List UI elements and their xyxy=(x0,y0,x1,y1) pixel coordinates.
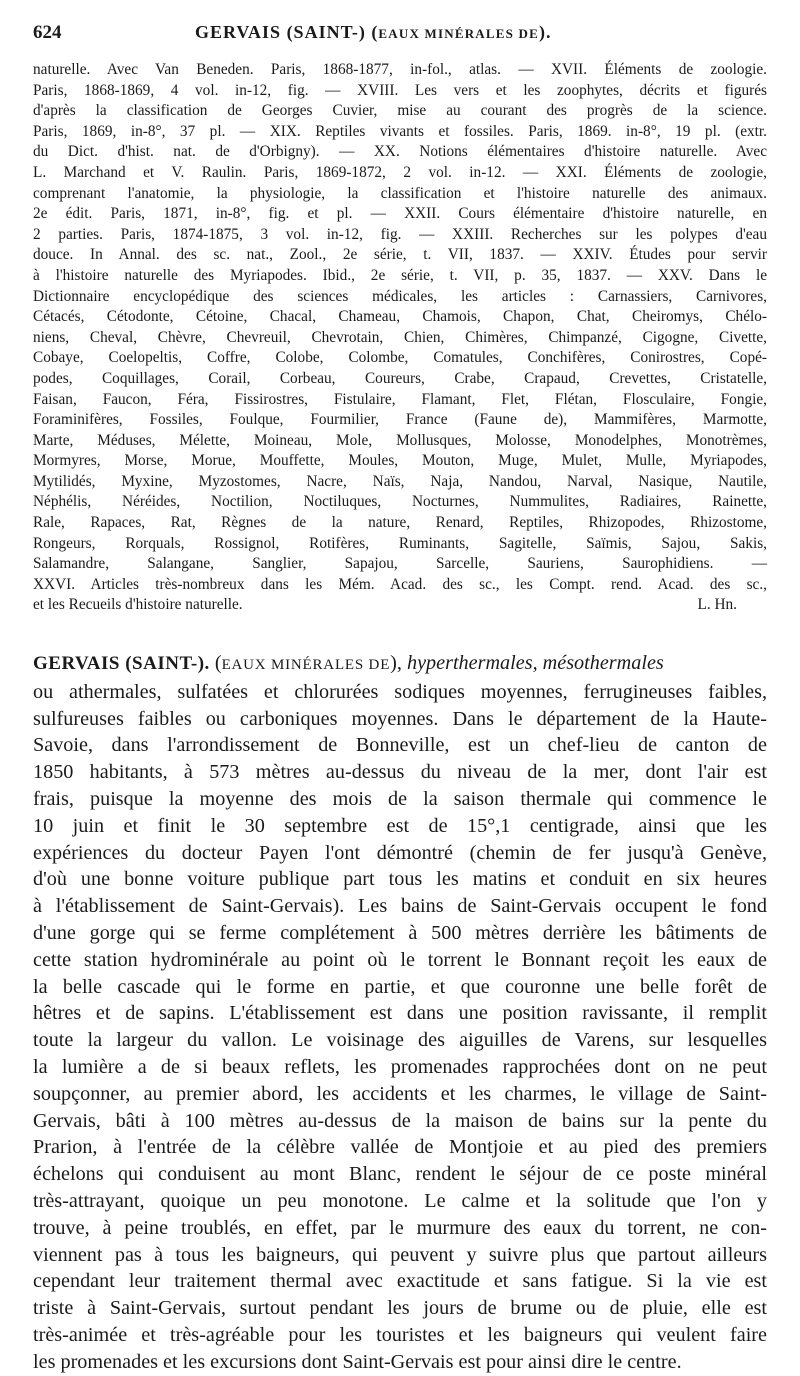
bibliography-line: du Dict. d'hist. nat. de d'Orbigny). — XX. Notions élémentaires d'histoire naturelle. Avec xyxy=(33,143,767,161)
article-line: très-animée et très-agréable pour les touristes et les baigneurs qui veulent faire xyxy=(33,1323,767,1346)
article-line: échelons qui conduisent au mont Blanc, rendent le séjour de ce poste minéral xyxy=(33,1163,767,1186)
article-line: cette station hydrominérale au point où le torrent le Bonnant reçoit les eaux de xyxy=(33,948,767,971)
article-line: hyperthermales, mésothermales xyxy=(406,652,664,675)
article-line: expériences du docteur Payen l'ont démontré (chemin de fer jusqu'à Genève, xyxy=(33,841,767,864)
article-line: très-attrayant, quoique un peu monotone. Le calme et la solitude que l'on y xyxy=(33,1189,767,1212)
article-line: Savoie, dans l'arrondissement de Bonneville, est un chef-lieu de canton de xyxy=(33,734,767,757)
bibliography-line: Dictionnaire encyclopédique des sciences médicales, les articles : Carnassiers, Carnivores, xyxy=(33,287,767,305)
entry-title: GERVAIS (SAINT-). xyxy=(33,653,210,675)
bibliography-line: Cobaye, Coelopeltis, Coffre, Colobe, Colombe, Comatules, Conchifères, Conirostres, Copé- xyxy=(33,349,767,367)
article-line: 10 juin et finit le 30 septembre est de 15°,1 centigrade, ainsi que les xyxy=(33,814,767,837)
bibliography-line: 2e édit. Paris, 1871, in-8°, fig. et pl. — XXII. Cours élémentaire d'histoire naturelle, en xyxy=(33,205,767,223)
bibliography-line: Marte, Méduses, Mélette, Moineau, Mole, Mollusques, Molosse, Monodelphes, Monotrèmes, xyxy=(33,431,767,449)
bibliography-line: Paris, 1868-1869, 4 vol. in-12, fig. — XVIII. Les vers et les zoophytes, décrits et figurés xyxy=(33,81,767,99)
article-line: hêtres et de sapins. L'établissement est dans une position ravissante, il remplit xyxy=(33,1002,767,1025)
bibliography-last-line xyxy=(33,595,767,616)
bibliography-line: Paris, 1869, in-8°, 37 pl. — XIX. Reptiles vivants et fossiles. Paris, 1869. in-8°, 19 pl. (extr. xyxy=(33,122,767,140)
bibliography-line: et les Recueils d'histoire naturelle. xyxy=(33,596,243,614)
bibliography-line: Rongeurs, Rorquals, Rossignol, Rotifères, Ruminants, Sagitelle, Saïmis, Sajou, Sakis, xyxy=(33,534,767,552)
running-head-smallcaps: EAUX MINÉRALES DE xyxy=(378,26,539,41)
bibliography-line: Néphélis, Néréides, Noctilion, Noctiluques, Nocturnes, Nummulites, Radiaires, Rainette, xyxy=(33,493,767,511)
bibliography-line: L. Marchand et V. Raulin. Paris, 1869-1872, 2 vol. in-12. — XXI. Éléments de zoologie, xyxy=(33,163,767,181)
article-line: la belle cascade qui le forme en partie, et que couronne une belle forêt de xyxy=(33,975,767,998)
bibliography-line: niens, Cheval, Chèvre, Chevreuil, Chevrotain, Chien, Chimères, Chimpanzé, Cigogne, Civette, xyxy=(33,328,767,346)
bibliography-line: Mytilidés, Myxine, Myzostomes, Nacre, Naïs, Naja, Nandou, Narval, Nasique, Nautile, xyxy=(33,472,767,490)
article-line: à l'établissement de Saint-Gervais). Les bains de Saint-Gervais occupent le fond xyxy=(33,895,767,918)
running-head xyxy=(195,22,551,43)
article-line: ou athermales, sulfatées et chlorurées sodiques moyennes, ferrugineuses faibles, xyxy=(33,680,767,703)
article-line: Gervais, bâti à 100 mètres au-dessus de la maison de bains sur la pente du xyxy=(33,1109,767,1132)
bibliography-line: XXVI. Articles très-nombreux dans les Mém. Acad. des sc., les Compt. rend. Acad. des sc., xyxy=(33,575,767,593)
article-line: les promenades et les excursions dont Saint-Gervais est pour ainsi dire le centre. xyxy=(33,1350,682,1373)
bibliography-line: Salamandre, Salangane, Sanglier, Sapajou, Sarcelle, Sauriens, Saurophidiens. — xyxy=(33,555,767,573)
bibliography-line: podes, Coquillages, Corail, Corbeau, Coureurs, Crabe, Crapaud, Crevettes, Cristatelle, xyxy=(33,369,767,387)
bibliography-line: Cétacés, Cétodonte, Cétoine, Chacal, Chameau, Chamois, Chapon, Chat, Cheiromys, Chélo- xyxy=(33,308,767,326)
bibliography-line: Rale, Rapaces, Rat, Règnes de la nature, Renard, Reptiles, Rhizopodes, Rhizostome, xyxy=(33,514,767,532)
article-line: cependant leur traitement thermal avec exactitude et sans fatigue. Si la vie est xyxy=(33,1270,767,1293)
bibliography-line: naturelle. Avec Van Beneden. Paris, 1868-1877, in-fol., atlas. — XVII. Éléments de zoologie. xyxy=(33,61,767,78)
running-head-end: ). xyxy=(538,22,552,42)
entry-smallcaps: EAUX MINÉRALES DE xyxy=(221,657,391,674)
author-signature: L. Hn. xyxy=(697,596,737,614)
bibliography-block xyxy=(33,60,767,616)
article-line: frais, puisque la moyenne des mois de la saison thermale qui commence le xyxy=(33,788,767,811)
article-line: viennent pas à tous les baigneurs, qui peuvent y suivre plus que partout ailleurs xyxy=(33,1243,767,1266)
running-head-main: GERVAIS (SAINT-) ( xyxy=(195,22,379,42)
article-line: la lumière a de si beaux reflets, les promenades rapprochées dont on ne peut xyxy=(33,1055,767,1078)
article-block xyxy=(33,650,767,1376)
article-line: d'où une bonne voiture publique part tous les matins et conduit en six heures xyxy=(33,868,767,891)
bibliography-line: Mormyres, Morse, Morue, Mouffette, Moules, Mouton, Muge, Mulet, Mulle, Myriapodes, xyxy=(33,452,767,470)
article-line: d'une gorge qui se ferme complétement à 500 mètres derrière les bâtiments de xyxy=(33,922,767,944)
bibliography-line: 2 parties. Paris, 1874-1875, 3 vol. in-12, fig. — XXIII. Recherches sur les polypes d'eau xyxy=(33,225,767,243)
bibliography-line: douce. In Annal. des sc. nat., Zool., 2e série, t. VII, 1837. — XXIV. Études pour servir xyxy=(33,246,767,264)
bibliography-line: Foraminifères, Fossiles, Foulque, Fourmilier, France (Faune de), Mammifères, Marmotte, xyxy=(33,411,767,429)
dictionary-page xyxy=(33,22,767,1376)
article-line: triste à Saint-Gervais, surtout pendant les jours de brume ou de pluie, elle est xyxy=(33,1297,767,1320)
page-header xyxy=(33,22,767,56)
article-line: trouve, à peine troublés, en effet, par le murmure des eaux du torrent, ne con- xyxy=(33,1216,767,1239)
bibliography-line: d'après la classification de Georges Cuvier, mise au courant des progrès de la science. xyxy=(33,102,767,120)
bibliography-line: Faisan, Faucon, Féra, Fissirostres, Fistulaire, Flamant, Flet, Flétan, Flosculaire, Fongie, xyxy=(33,390,767,408)
bibliography-line: à l'histoire naturelle des Myriapodes. Ibid., 2e série, t. VII, p. 35, 1837. — XXV. Dans le xyxy=(33,266,767,284)
article-line: sulfureuses faibles ou carboniques moyennes. Dans le département de la Haute- xyxy=(33,707,767,730)
article-first-line: GERVAIS (SAINT-). (EAUX MINÉRALES DE), hyperthermales, mésothermales xyxy=(33,652,664,675)
article-line: Prarion, à l'entrée de la célèbre vallée de Montjoie et au pied des premiers xyxy=(33,1136,767,1159)
article-line: 1850 habitants, à 573 mètres au-dessus du niveau de la mer, dont l'air est xyxy=(33,761,767,784)
page-number: 624 xyxy=(33,22,62,43)
bibliography-line: comprenant l'anatomie, la physiologie, la classification et l'histoire naturelle des animaux. xyxy=(33,184,767,202)
article-line: soupçonner, au premier abord, les accidents et les charmes, le village de Saint- xyxy=(33,1082,767,1105)
article-line: toute la largeur du vallon. Le voisinage des aiguilles de Varens, sur lesquelles xyxy=(33,1029,767,1052)
